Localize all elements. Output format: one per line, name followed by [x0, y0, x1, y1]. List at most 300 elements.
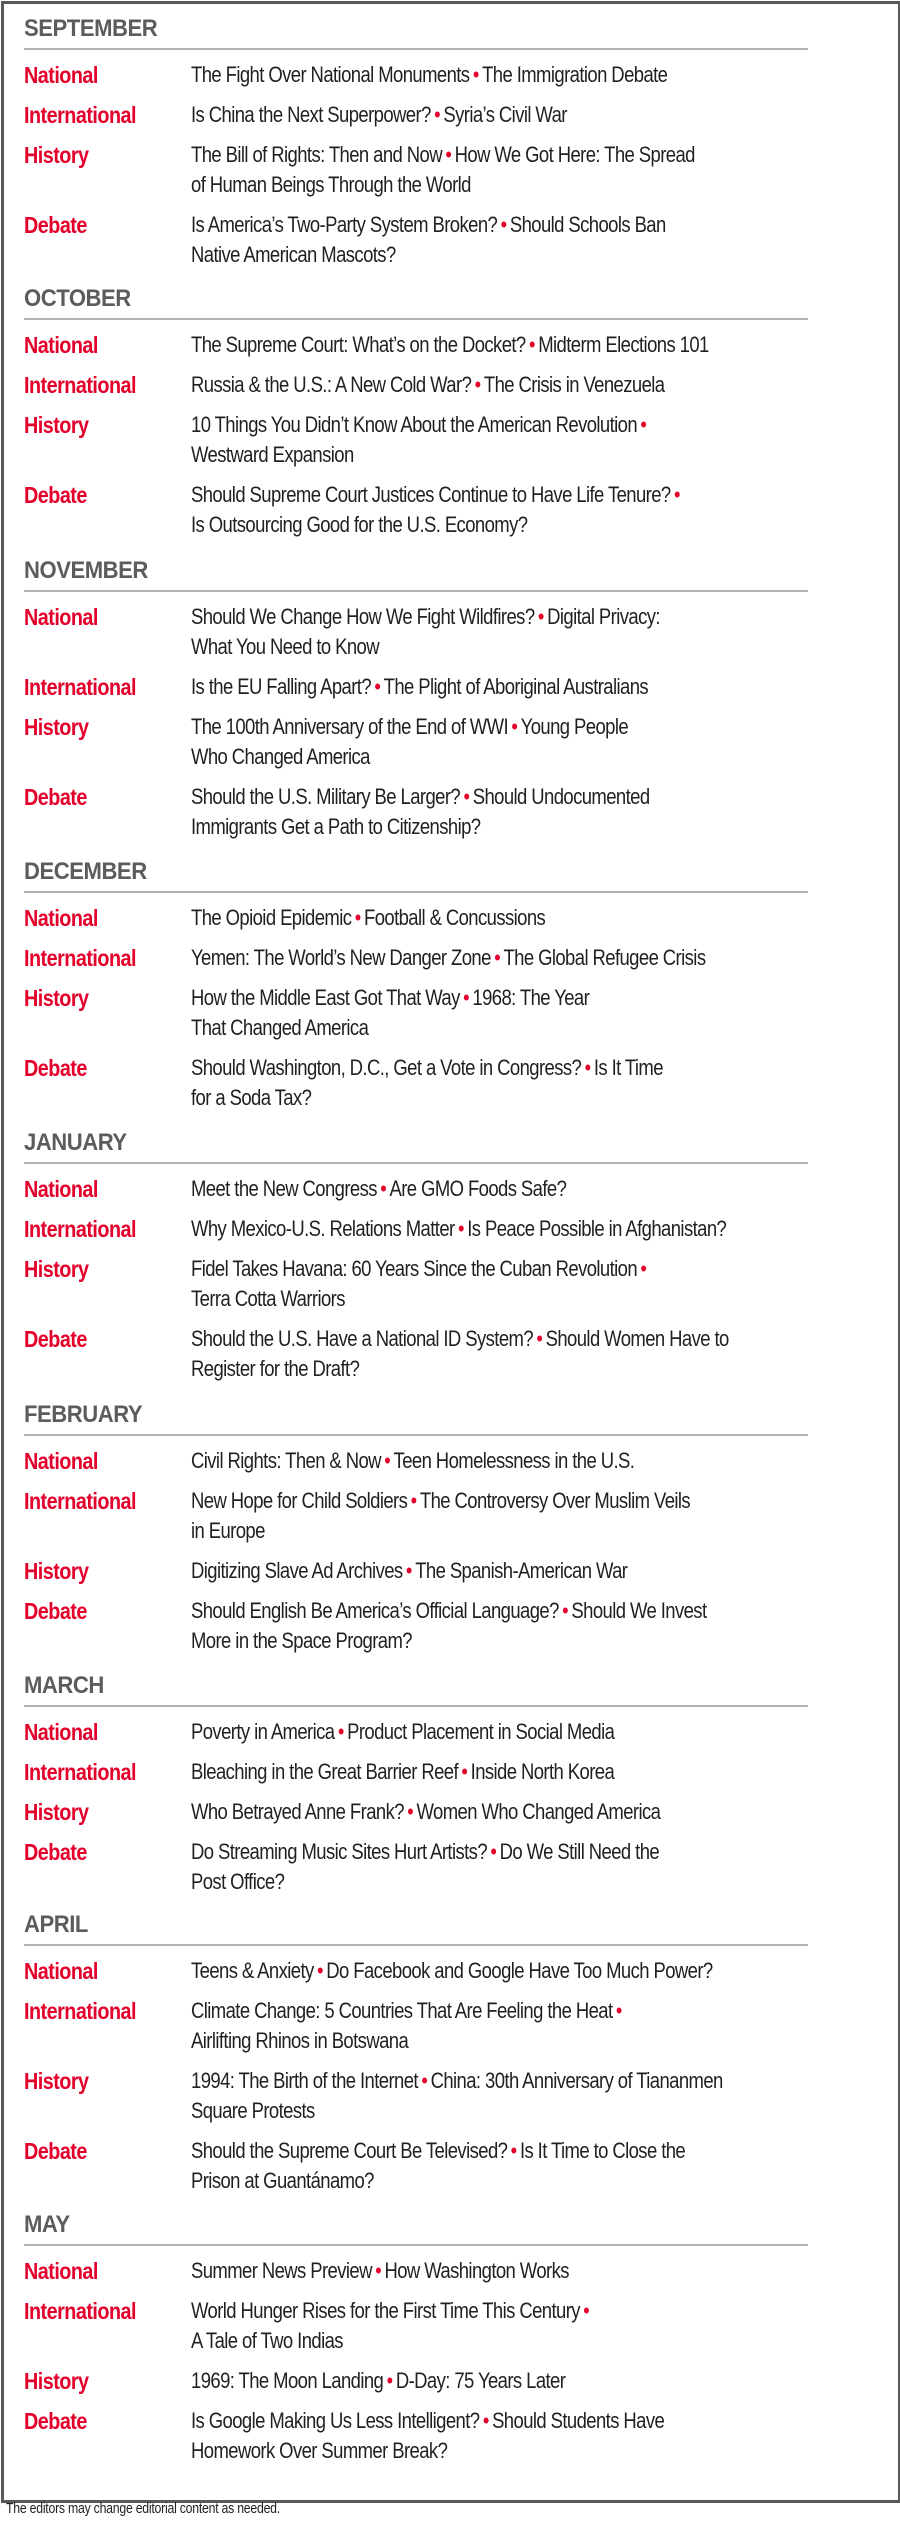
topic-title: The Controversy Over Muslim Veils — [419, 1488, 691, 1513]
bullet-separator-icon: • — [374, 674, 381, 699]
topic-row-debate — [24, 1324, 876, 1384]
topic-line — [191, 1446, 766, 1476]
month-heading: DECEMBER — [24, 857, 808, 893]
topic-list — [191, 2066, 876, 2126]
category-label: International — [24, 1759, 136, 1785]
topic-list — [191, 330, 876, 360]
bullet-separator-icon: • — [584, 1055, 591, 1080]
topic-line — [191, 2366, 766, 2396]
topic-title: Is Peace Possible in Afghanistan? — [467, 1216, 727, 1241]
bullet-separator-icon: • — [410, 1488, 417, 1513]
topic-list — [191, 1324, 876, 1384]
topic-line — [191, 1717, 766, 1747]
topic-line — [191, 2436, 766, 2466]
topic-title: Who Betrayed Anne Frank? — [191, 1799, 404, 1824]
topic-list — [191, 602, 876, 662]
category-label: Debate — [24, 1839, 87, 1865]
topic-title: Is It Time — [593, 1055, 663, 1080]
topic-title: The Global Refugee Crisis — [503, 945, 706, 970]
topic-line — [191, 140, 766, 170]
topic-line — [191, 672, 766, 702]
month-heading: JANUARY — [24, 1128, 808, 1164]
topic-line — [191, 330, 766, 360]
topic-row-international — [24, 672, 876, 702]
category-label: National — [24, 1176, 98, 1202]
topic-title: A Tale of Two Indias — [191, 2328, 343, 2353]
topic-line — [191, 1013, 766, 1043]
topic-title: Should Women Have to — [545, 1326, 729, 1351]
topic-line — [191, 1324, 766, 1354]
topic-line — [191, 1797, 766, 1827]
topic-row-national — [24, 903, 876, 933]
topic-list — [191, 1214, 876, 1244]
category-label: International — [24, 674, 136, 700]
topic-row-history — [24, 410, 876, 470]
topic-line — [191, 1626, 766, 1656]
topic-row-international — [24, 1757, 876, 1787]
topic-title: Native American Mascots? — [191, 242, 396, 267]
topic-row-debate — [24, 2136, 876, 2196]
category-label: National — [24, 1719, 98, 1745]
topic-row-history — [24, 140, 876, 200]
topic-title: Young People — [520, 714, 629, 739]
topic-title: Should Supreme Court Justices Continue to Have Life Tenure? — [191, 482, 671, 507]
topic-title: Product Placement in Social Media — [347, 1719, 615, 1744]
topic-list — [191, 410, 876, 470]
topic-list — [191, 1446, 876, 1476]
topic-list — [191, 672, 876, 702]
topic-title: The Plight of Aboriginal Australians — [383, 674, 649, 699]
topic-title: The Spanish-American War — [415, 1558, 628, 1583]
topic-title: Is America’s Two-Party System Broken? — [191, 212, 498, 237]
bullet-separator-icon: • — [615, 1998, 622, 2023]
topic-line — [191, 1516, 766, 1546]
topic-list — [191, 140, 876, 200]
month-heading: FEBRUARY — [24, 1400, 808, 1436]
bullet-separator-icon: • — [640, 1256, 647, 1281]
topic-title: for a Soda Tax? — [191, 1085, 312, 1110]
topic-title: The Fight Over National Monuments — [191, 62, 470, 87]
topic-title: Register for the Draft? — [191, 1356, 360, 1381]
category-label: International — [24, 945, 136, 971]
topic-title: The Crisis in Venezuela — [483, 372, 665, 397]
topic-title: Is It Time to Close the — [519, 2138, 686, 2163]
bullet-separator-icon: • — [457, 1216, 464, 1241]
category-label: History — [24, 1256, 89, 1282]
bullet-separator-icon: • — [537, 604, 544, 629]
category-label: National — [24, 905, 98, 931]
category-label: National — [24, 62, 98, 88]
topic-list — [191, 1956, 876, 1986]
topic-line — [191, 1556, 766, 1586]
topic-row-debate — [24, 1053, 876, 1113]
month-heading: APRIL — [24, 1910, 808, 1946]
bullet-separator-icon: • — [562, 1598, 569, 1623]
topic-line — [191, 170, 766, 200]
topic-line — [191, 2026, 766, 2056]
topic-list — [191, 1596, 876, 1656]
topic-line — [191, 712, 766, 742]
topic-title: Square Protests — [191, 2098, 315, 2123]
topic-line — [191, 2326, 766, 2356]
topic-title: D-Day: 75 Years Later — [395, 2368, 566, 2393]
topic-line — [191, 2136, 766, 2166]
topic-list — [191, 2366, 876, 2396]
topic-line — [191, 903, 766, 933]
bullet-separator-icon: • — [536, 1326, 543, 1351]
bullet-separator-icon: • — [472, 62, 479, 87]
topic-list — [191, 712, 876, 772]
topic-title: Why Mexico-U.S. Relations Matter — [191, 1216, 455, 1241]
bullet-separator-icon: • — [445, 142, 452, 167]
topic-line — [191, 2296, 766, 2326]
bullet-separator-icon: • — [337, 1719, 344, 1744]
topic-list — [191, 370, 876, 400]
topic-line — [191, 60, 766, 90]
topic-row-national — [24, 1446, 876, 1476]
topic-line — [191, 1867, 766, 1897]
topic-title: Terra Cotta Warriors — [191, 1286, 345, 1311]
topic-title: Should Students Have — [492, 2408, 665, 2433]
topic-title: 10 Things You Didn’t Know About the American Revolution — [191, 412, 638, 437]
topic-line — [191, 2406, 766, 2436]
topic-line — [191, 1596, 766, 1626]
topic-line — [191, 480, 766, 510]
category-label: History — [24, 1558, 89, 1584]
topic-list — [191, 782, 876, 842]
topic-list — [191, 2256, 876, 2286]
topic-title: Should the U.S. Have a National ID System? — [191, 1326, 534, 1351]
topic-row-national — [24, 1174, 876, 1204]
topic-row-debate — [24, 782, 876, 842]
topic-title: Immigrants Get a Path to Citizenship? — [191, 814, 481, 839]
category-label: National — [24, 2258, 98, 2284]
bullet-separator-icon: • — [380, 1176, 387, 1201]
topic-line — [191, 1956, 766, 1986]
bullet-separator-icon: • — [482, 2408, 489, 2433]
topic-row-debate — [24, 1596, 876, 1656]
bullet-separator-icon: • — [583, 2298, 590, 2323]
topic-line — [191, 2166, 766, 2196]
topic-line — [191, 1053, 766, 1083]
topic-title: Is Outsourcing Good for the U.S. Economy? — [191, 512, 528, 537]
topic-list — [191, 210, 876, 270]
topic-row-history — [24, 1254, 876, 1314]
topic-list — [191, 1837, 876, 1897]
topic-line — [191, 1284, 766, 1314]
topic-title: Is China the Next Superpower? — [191, 102, 431, 127]
category-label: International — [24, 1216, 136, 1242]
footer-note: The editors may change editorial content as needed. — [6, 2500, 280, 2517]
topic-title: Yemen: The World’s New Danger Zone — [191, 945, 491, 970]
topic-title: Prison at Guantánamo? — [191, 2168, 374, 2193]
topic-list — [191, 903, 876, 933]
bullet-separator-icon: • — [463, 985, 470, 1010]
topic-line — [191, 510, 766, 540]
topic-list — [191, 2296, 876, 2356]
topic-row-debate — [24, 2406, 876, 2466]
topic-line — [191, 1757, 766, 1787]
category-label: Debate — [24, 212, 87, 238]
topic-row-national — [24, 1717, 876, 1747]
topic-title: Should the Supreme Court Be Televised? — [191, 2138, 508, 2163]
topic-row-national — [24, 60, 876, 90]
topic-line — [191, 1996, 766, 2026]
topic-list — [191, 480, 876, 540]
topic-row-international — [24, 1214, 876, 1244]
topic-list — [191, 1053, 876, 1113]
month-section-november — [24, 556, 876, 842]
topic-line — [191, 210, 766, 240]
topic-line — [191, 1174, 766, 1204]
topic-row-international — [24, 100, 876, 130]
category-label: Debate — [24, 784, 87, 810]
topic-row-national — [24, 2256, 876, 2286]
topic-row-debate — [24, 210, 876, 270]
topic-title: Homework Over Summer Break? — [191, 2438, 448, 2463]
month-section-february — [24, 1400, 876, 1656]
topic-title: What You Need to Know — [191, 634, 380, 659]
month-section-september — [24, 14, 876, 270]
topic-title: Who Changed America — [191, 744, 370, 769]
category-label: Debate — [24, 1055, 87, 1081]
topic-line — [191, 1083, 766, 1113]
category-label: Debate — [24, 1326, 87, 1352]
bullet-separator-icon: • — [386, 2368, 393, 2393]
topic-line — [191, 602, 766, 632]
topic-list — [191, 1797, 876, 1827]
topic-title: The Bill of Rights: Then and Now — [191, 142, 443, 167]
bullet-separator-icon: • — [510, 2138, 517, 2163]
bullet-separator-icon: • — [511, 714, 518, 739]
topic-list — [191, 100, 876, 130]
topic-title: Should English Be America’s Official Language? — [191, 1598, 559, 1623]
topic-title: Do We Still Need the — [499, 1839, 660, 1864]
topic-title: Civil Rights: Then & Now — [191, 1448, 381, 1473]
topic-list — [191, 2406, 876, 2466]
category-label: National — [24, 332, 98, 358]
category-label: Debate — [24, 482, 87, 508]
category-label: International — [24, 1488, 136, 1514]
topic-title: New Hope for Child Soldiers — [191, 1488, 408, 1513]
topic-list — [191, 1254, 876, 1314]
topic-list — [191, 983, 876, 1043]
month-heading: NOVEMBER — [24, 556, 808, 592]
topic-title: The Immigration Debate — [482, 62, 668, 87]
category-label: International — [24, 1998, 136, 2024]
bullet-separator-icon: • — [434, 102, 441, 127]
topic-row-international — [24, 370, 876, 400]
topic-title: Fidel Takes Havana: 60 Years Since the Cuban Revolution — [191, 1256, 638, 1281]
topic-title: Should We Change How We Fight Wildfires? — [191, 604, 535, 629]
topic-list — [191, 943, 876, 973]
topic-line — [191, 782, 766, 812]
bullet-separator-icon: • — [421, 2068, 428, 2093]
category-label: History — [24, 714, 89, 740]
bullet-separator-icon: • — [494, 945, 501, 970]
topic-title: How Washington Works — [384, 2258, 569, 2283]
month-heading: MARCH — [24, 1671, 808, 1707]
topic-title: Russia & the U.S.: A New Cold War? — [191, 372, 472, 397]
topic-title: Are GMO Foods Safe? — [389, 1176, 567, 1201]
category-label: International — [24, 102, 136, 128]
topic-title: Do Streaming Music Sites Hurt Artists? — [191, 1839, 488, 1864]
month-section-april — [24, 1910, 876, 2196]
topic-line — [191, 2096, 766, 2126]
topic-row-history — [24, 2366, 876, 2396]
bullet-separator-icon: • — [640, 412, 647, 437]
topic-title: That Changed America — [191, 1015, 369, 1040]
topic-row-debate — [24, 480, 876, 540]
topic-line — [191, 983, 766, 1013]
topic-line — [191, 2066, 766, 2096]
topic-line — [191, 410, 766, 440]
topic-title: Should Schools Ban — [509, 212, 666, 237]
category-label: Debate — [24, 2138, 87, 2164]
category-label: National — [24, 1448, 98, 1474]
topic-title: Should Undocumented — [472, 784, 650, 809]
bullet-separator-icon: • — [375, 2258, 382, 2283]
topic-title: Post Office? — [191, 1869, 285, 1894]
topic-row-national — [24, 1956, 876, 1986]
topic-title: 1968: The Year — [472, 985, 590, 1010]
month-heading: SEPTEMBER — [24, 14, 808, 50]
category-label: History — [24, 985, 89, 1011]
topic-title: More in the Space Program? — [191, 1628, 412, 1653]
topic-title: Digital Privacy: — [547, 604, 660, 629]
bullet-separator-icon: • — [673, 482, 680, 507]
bullet-separator-icon: • — [354, 905, 361, 930]
bullet-separator-icon: • — [500, 212, 507, 237]
topic-title: Is the EU Falling Apart? — [191, 674, 372, 699]
month-section-march — [24, 1671, 876, 1897]
bullet-separator-icon: • — [528, 332, 535, 357]
month-section-december — [24, 857, 876, 1113]
month-section-october — [24, 284, 876, 540]
topic-list — [191, 60, 876, 90]
topic-row-national — [24, 330, 876, 360]
topic-title: Midterm Elections 101 — [538, 332, 709, 357]
category-label: History — [24, 1799, 89, 1825]
topic-title: World Hunger Rises for the First Time This Century — [191, 2298, 580, 2323]
topic-row-history — [24, 1556, 876, 1586]
topic-list — [191, 1996, 876, 2056]
topic-list — [191, 1486, 876, 1546]
topic-line — [191, 1354, 766, 1384]
bullet-separator-icon: • — [490, 1839, 497, 1864]
category-label: International — [24, 2298, 136, 2324]
topic-line — [191, 370, 766, 400]
month-section-january — [24, 1128, 876, 1384]
month-heading: OCTOBER — [24, 284, 808, 320]
topic-list — [191, 1757, 876, 1787]
topic-line — [191, 1837, 766, 1867]
topic-title: Syria’s Civil War — [443, 102, 567, 127]
topic-row-history — [24, 1797, 876, 1827]
topic-title: Bleaching in the Great Barrier Reef — [191, 1759, 459, 1784]
bullet-separator-icon: • — [405, 1558, 412, 1583]
topic-title: Is Google Making Us Less Intelligent? — [191, 2408, 480, 2433]
topic-line — [191, 742, 766, 772]
topic-title: Digitizing Slave Ad Archives — [191, 1558, 403, 1583]
topic-row-international — [24, 1486, 876, 1546]
topic-line — [191, 240, 766, 270]
topic-line — [191, 943, 766, 973]
category-label: Debate — [24, 1598, 87, 1624]
topic-line — [191, 812, 766, 842]
topic-row-history — [24, 983, 876, 1043]
topic-title: Climate Change: 5 Countries That Are Feeling the Heat — [191, 1998, 613, 2023]
topic-line — [191, 2256, 766, 2286]
topic-title: Do Facebook and Google Have Too Much Power? — [326, 1958, 713, 1983]
month-heading: MAY — [24, 2210, 808, 2246]
topic-list — [191, 1556, 876, 1586]
topic-row-international — [24, 943, 876, 973]
topic-title: Football & Concussions — [363, 905, 546, 930]
topic-line — [191, 100, 766, 130]
bullet-separator-icon: • — [384, 1448, 391, 1473]
category-label: History — [24, 2368, 89, 2394]
topic-line — [191, 1254, 766, 1284]
topic-line — [191, 1214, 766, 1244]
topic-list — [191, 1717, 876, 1747]
month-section-may — [24, 2210, 876, 2466]
topic-row-international — [24, 1996, 876, 2056]
topic-title: Inside North Korea — [470, 1759, 615, 1784]
topic-title: Meet the New Congress — [191, 1176, 377, 1201]
topic-line — [191, 632, 766, 662]
bullet-separator-icon: • — [407, 1799, 414, 1824]
bullet-separator-icon: • — [463, 784, 470, 809]
category-label: History — [24, 412, 89, 438]
category-label: National — [24, 1958, 98, 1984]
category-label: International — [24, 372, 136, 398]
topic-title: Poverty in America — [191, 1719, 335, 1744]
topic-title: 1969: The Moon Landing — [191, 2368, 384, 2393]
topic-title: China: 30th Anniversary of Tiananmen — [430, 2068, 723, 2093]
topic-line — [191, 440, 766, 470]
topic-title: The 100th Anniversary of the End of WWI — [191, 714, 509, 739]
topic-title: of Human Beings Through the World — [191, 172, 471, 197]
topic-list — [191, 1174, 876, 1204]
topic-title: The Opioid Epidemic — [191, 905, 352, 930]
topic-title: The Supreme Court: What’s on the Docket? — [191, 332, 526, 357]
topic-row-debate — [24, 1837, 876, 1897]
topic-title: Teens & Anxiety — [191, 1958, 314, 1983]
topic-title: Should We Invest — [571, 1598, 707, 1623]
topic-title: Westward Expansion — [191, 442, 354, 467]
category-label: Debate — [24, 2408, 87, 2434]
topic-title: How the Middle East Got That Way — [191, 985, 460, 1010]
topic-title: Summer News Preview — [191, 2258, 372, 2283]
topic-title: Should the U.S. Military Be Larger? — [191, 784, 461, 809]
bullet-separator-icon: • — [317, 1958, 323, 1983]
topic-title: Women Who Changed America — [416, 1799, 661, 1824]
topic-title: Airlifting Rhinos in Botswana — [191, 2028, 409, 2053]
topic-line — [191, 1486, 766, 1516]
topic-list — [191, 2136, 876, 2196]
topic-row-history — [24, 712, 876, 772]
category-label: History — [24, 142, 89, 168]
bullet-separator-icon: • — [474, 372, 481, 397]
topic-row-history — [24, 2066, 876, 2126]
topic-row-international — [24, 2296, 876, 2356]
topic-title: Teen Homelessness in the U.S. — [393, 1448, 635, 1473]
topic-title: in Europe — [191, 1518, 265, 1543]
category-label: History — [24, 2068, 89, 2094]
bullet-separator-icon: • — [461, 1759, 468, 1784]
topic-title: 1994: The Birth of the Internet — [191, 2068, 418, 2093]
